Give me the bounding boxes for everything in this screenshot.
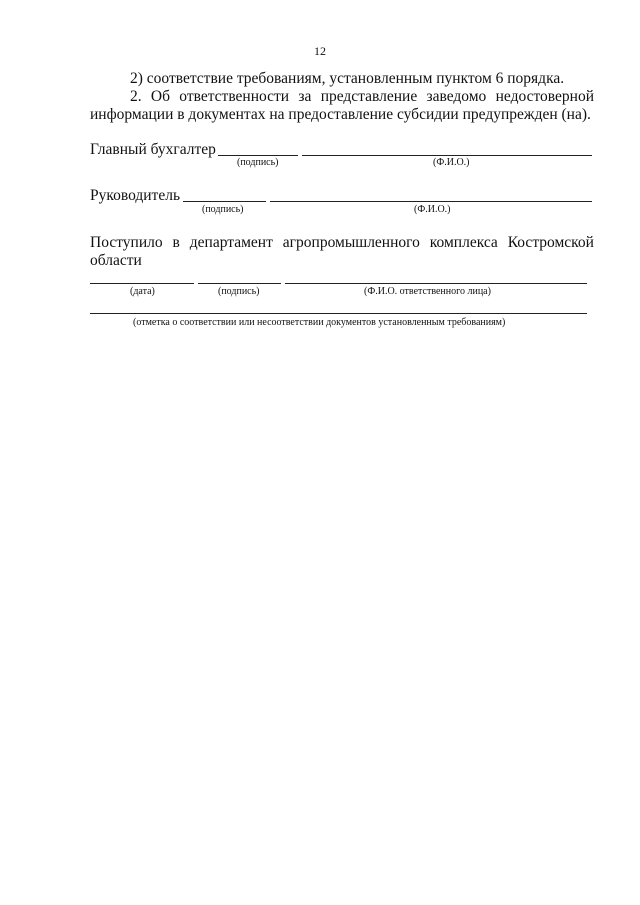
received-paragraph-line1	[90, 234, 594, 252]
word: департамент	[189, 234, 273, 251]
liability-paragraph-line2: информации в документах на предоставление субсидии предупрежден (на).	[90, 106, 591, 123]
head-signature-caption: (подпись)	[202, 204, 244, 215]
received-paragraph-line2: области	[90, 252, 142, 269]
head-name-caption: (Ф.И.О.)	[414, 204, 451, 215]
word: Костромской	[507, 234, 594, 251]
responsible-name-line	[285, 283, 587, 284]
received-signature-caption: (подпись)	[218, 286, 260, 297]
chief-accountant-signature-line	[218, 155, 298, 156]
word: 2.	[130, 88, 142, 105]
word: в	[172, 234, 180, 251]
chief-accountant-label: Главный бухгалтер	[90, 141, 216, 158]
page-number: 12	[314, 44, 326, 58]
head-name-line	[270, 201, 592, 202]
word: агропромышленного	[282, 234, 420, 251]
word: недостоверной	[495, 88, 594, 105]
compliance-mark-caption: (отметка о соответствии или несоответствии документов установленным требованиям)	[133, 317, 506, 328]
word: ответственности	[179, 88, 290, 105]
date-caption: (дата)	[130, 286, 155, 297]
responsible-name-caption: (Ф.И.О. ответственного лица)	[364, 286, 491, 297]
word: за	[298, 88, 312, 105]
word: комплекса	[429, 234, 498, 251]
received-signature-line	[198, 283, 281, 284]
head-label: Руководитель	[90, 187, 181, 204]
chief-accountant-name-caption: (Ф.И.О.)	[433, 157, 470, 168]
word: Об	[150, 88, 170, 105]
head-signature-line	[183, 201, 266, 202]
word: Поступило	[90, 234, 163, 251]
liability-paragraph-line1	[130, 88, 594, 106]
word: заведомо	[426, 88, 487, 105]
date-line	[90, 283, 194, 284]
compliance-paragraph: 2) соответствие требованиям, установленным пунктом 6 порядка.	[130, 70, 565, 87]
word: представление	[320, 88, 418, 105]
chief-accountant-signature-caption: (подпись)	[237, 157, 279, 168]
compliance-mark-line	[90, 313, 587, 314]
chief-accountant-name-line	[302, 155, 592, 156]
